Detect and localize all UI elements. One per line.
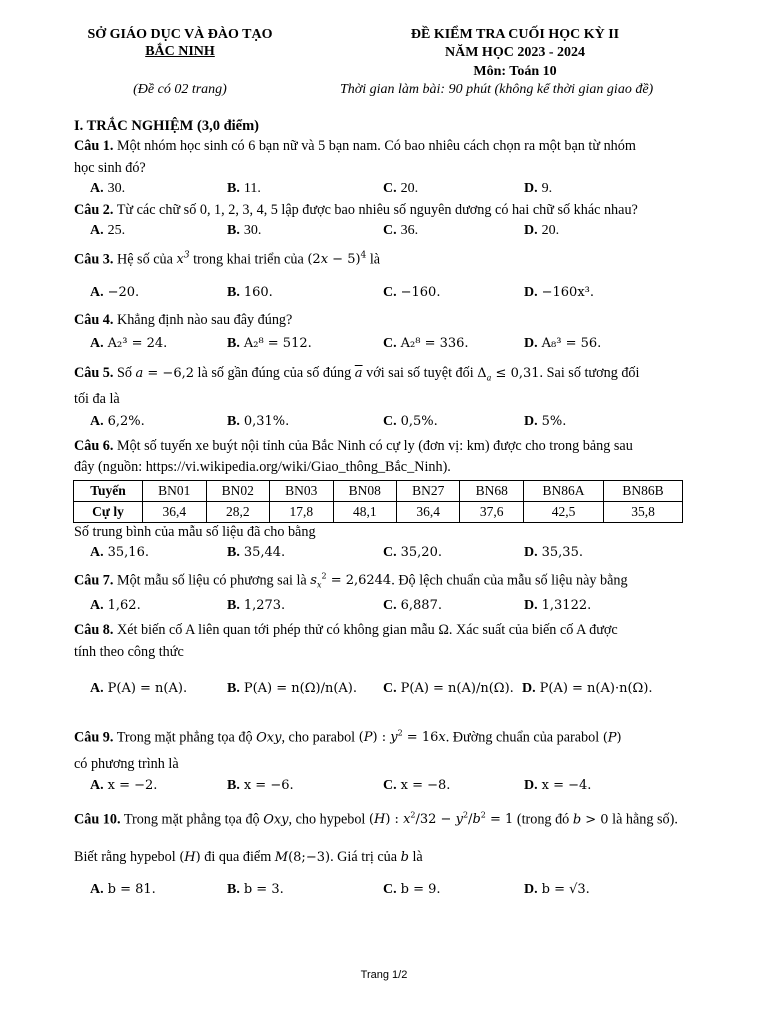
option-c: C. b = 9. [383, 882, 441, 897]
option-b: B. 30. [227, 223, 262, 238]
question-6-line3: Số trung bình của mẫu số liệu đã cho bằng [74, 524, 316, 540]
option-b: B. 1,273. [227, 598, 286, 613]
department-name: SỞ GIÁO DỤC VÀ ĐÀO TẠO [87, 27, 273, 42]
question-8-line2: tính theo công thức [74, 644, 184, 660]
question-9: Câu 9. Trong mặt phẳng tọa độ Oxy, cho parabol (P) : $y^2 = 16x$. Đường chuẩn của parabol (P) [74, 729, 622, 746]
option-b: B. b = 3. [227, 882, 284, 897]
option-c: C. x = −8. [383, 778, 451, 793]
table-header-cell: BN68 [460, 481, 523, 502]
option-d: D. b = √3. [524, 882, 590, 897]
option-c: C. 20. [383, 181, 419, 196]
route-distance-table [73, 480, 683, 523]
option-d: D. P(A) = n(A)·n(Ω). [522, 681, 653, 696]
option-a: A. 1,62. [90, 598, 141, 613]
question-4: Câu 4. Khẳng định nào sau đây đúng? [74, 312, 293, 328]
option-b: B. 0,31%. [227, 414, 290, 429]
option-b: B. P(A) = n(Ω)/n(A). [227, 681, 357, 696]
question-5: Câu 5. Số a = −6,2 là số gần đúng của số đúng $\overline{a}$ với sai số tuyệt đối $\Delta_a \le 0,31$. Sai số tương đối [74, 365, 640, 383]
question-7: Câu 7. Một mẫu số liệu có phương sai là $s_x^2 = 2,6244$. Độ lệch chuẩn của mẫu số liệu này bằng [74, 572, 628, 590]
table-row [74, 502, 683, 523]
option-d: D. A₈³ = 56. [524, 336, 602, 351]
question-10-line2: Biết rằng hypebol (H) đi qua điểm M(8;−3). Giá trị của b là [74, 849, 423, 865]
option-c: C. −160. [383, 285, 441, 300]
option-d: D. 35,35. [524, 545, 583, 560]
question-2: Câu 2. Từ các chữ số 0, 1, 2, 3, 4, 5 lập được bao nhiêu số nguyên dương có hai chữ số khác nhau? [74, 202, 638, 218]
option-c: C. A₂⁸ = 336. [383, 336, 469, 351]
exam-title: ĐỀ KIỂM TRA CUỐI HỌC KỲ II [410, 27, 620, 42]
table-header-cell: BN86A [523, 481, 603, 502]
option-d: D. 20. [524, 223, 560, 238]
option-d: D. 9. [524, 181, 553, 196]
option-d: D. x = −4. [524, 778, 592, 793]
question-9-line2: có phương trình là [74, 756, 179, 772]
school-year: NĂM HỌC 2023 - 2024 [445, 45, 585, 60]
table-cell: 36,4 [143, 502, 206, 523]
option-a: A. 6,2%. [90, 414, 145, 429]
option-a: A. P(A) = n(A). [90, 681, 188, 696]
table-cell: 42,5 [523, 502, 603, 523]
table-header-row [74, 481, 683, 502]
option-d: D. 1,3122. [524, 598, 592, 613]
table-header-cell: BN03 [270, 481, 333, 502]
table-cell: 28,2 [206, 502, 269, 523]
table-header-cell: BN02 [206, 481, 269, 502]
option-b: B. 160. [227, 285, 273, 300]
option-c: C. P(A) = n(A)/n(Ω). [383, 681, 514, 696]
table-header-cell: Tuyến [74, 481, 143, 502]
table-cell: 48,1 [333, 502, 396, 523]
option-b: B. A₂⁸ = 512. [227, 336, 312, 351]
question-label: Câu 1. [74, 138, 114, 154]
option-c: C. 0,5%. [383, 414, 438, 429]
question-10: Câu 10. Trong mặt phẳng tọa độ Oxy, cho hypebol (H) : $x^2/32 - y^2/b^2 = 1$ (trong đó b > 0 là hằng số). [74, 811, 678, 828]
option-a: A. 25. [90, 223, 126, 238]
question-8: Câu 8. Xét biến cố A liên quan tới phép thử có không gian mẫu Ω. Xác suất của biến cố A được [74, 622, 618, 638]
page-footer: Trang 1/2 [360, 969, 408, 981]
option-a: A. A₂³ = 24. [90, 336, 168, 351]
table-header-cell: BN01 [143, 481, 206, 502]
question-6: Câu 6. Một số tuyến xe buýt nội tỉnh của Bắc Ninh có cự ly (đơn vị: km) được cho trong bảng sau [74, 438, 633, 454]
question-6-line2: đây (nguồn: https://vi.wikipedia.org/wiki/Giao_thông_Bắc_Ninh). [74, 459, 451, 475]
option-b: B. x = −6. [227, 778, 294, 793]
table-cell: 17,8 [270, 502, 333, 523]
option-c: C. 35,20. [383, 545, 442, 560]
option-a: A. 35,16. [90, 545, 149, 560]
option-d: D. 5%. [524, 414, 567, 429]
province-name [60, 44, 300, 60]
province-label: BẮC NINH [145, 44, 215, 59]
question-3: Câu 3. Hệ số của $x^3$ trong khai triển của $(2x - 5)^4$ là [74, 251, 381, 268]
time-note: Thời gian làm bài: 90 phút (không kể thời gian giao đề) [340, 82, 654, 97]
table-cell: 35,8 [604, 502, 683, 523]
option-c: C. 36. [383, 223, 419, 238]
question-1-line2: học sinh đó? [74, 160, 146, 176]
option-b: B. 11. [227, 181, 261, 196]
table-header-cell: BN08 [333, 481, 396, 502]
question-text: Một nhóm học sinh có 6 bạn nữ và 5 bạn nam. Có bao nhiêu cách chọn ra một bạn từ nhóm [116, 138, 636, 154]
option-d: D. −160x³. [524, 285, 595, 300]
question-5-line2: tối đa là [74, 391, 120, 407]
question-1 [74, 138, 636, 155]
option-b: B. 35,44. [227, 545, 286, 560]
option-c: C. 6,887. [383, 598, 442, 613]
subject: Môn: Toán 10 [473, 64, 557, 79]
option-a: A. x = −2. [90, 778, 158, 793]
page-count-note: (Đề có 02 trang) [133, 82, 227, 97]
option-a: A. −20. [90, 285, 140, 300]
table-header-cell: BN27 [397, 481, 460, 502]
table-cell: 37,6 [460, 502, 523, 523]
table-header-cell: BN86B [604, 481, 683, 502]
table-cell: 36,4 [397, 502, 460, 523]
table-cell: Cự ly [74, 502, 143, 523]
option-a: A. b = 81. [90, 882, 156, 897]
option-a: A. 30. [90, 181, 126, 196]
section-title: I. TRẮC NGHIỆM (3,0 điểm) [74, 118, 260, 134]
